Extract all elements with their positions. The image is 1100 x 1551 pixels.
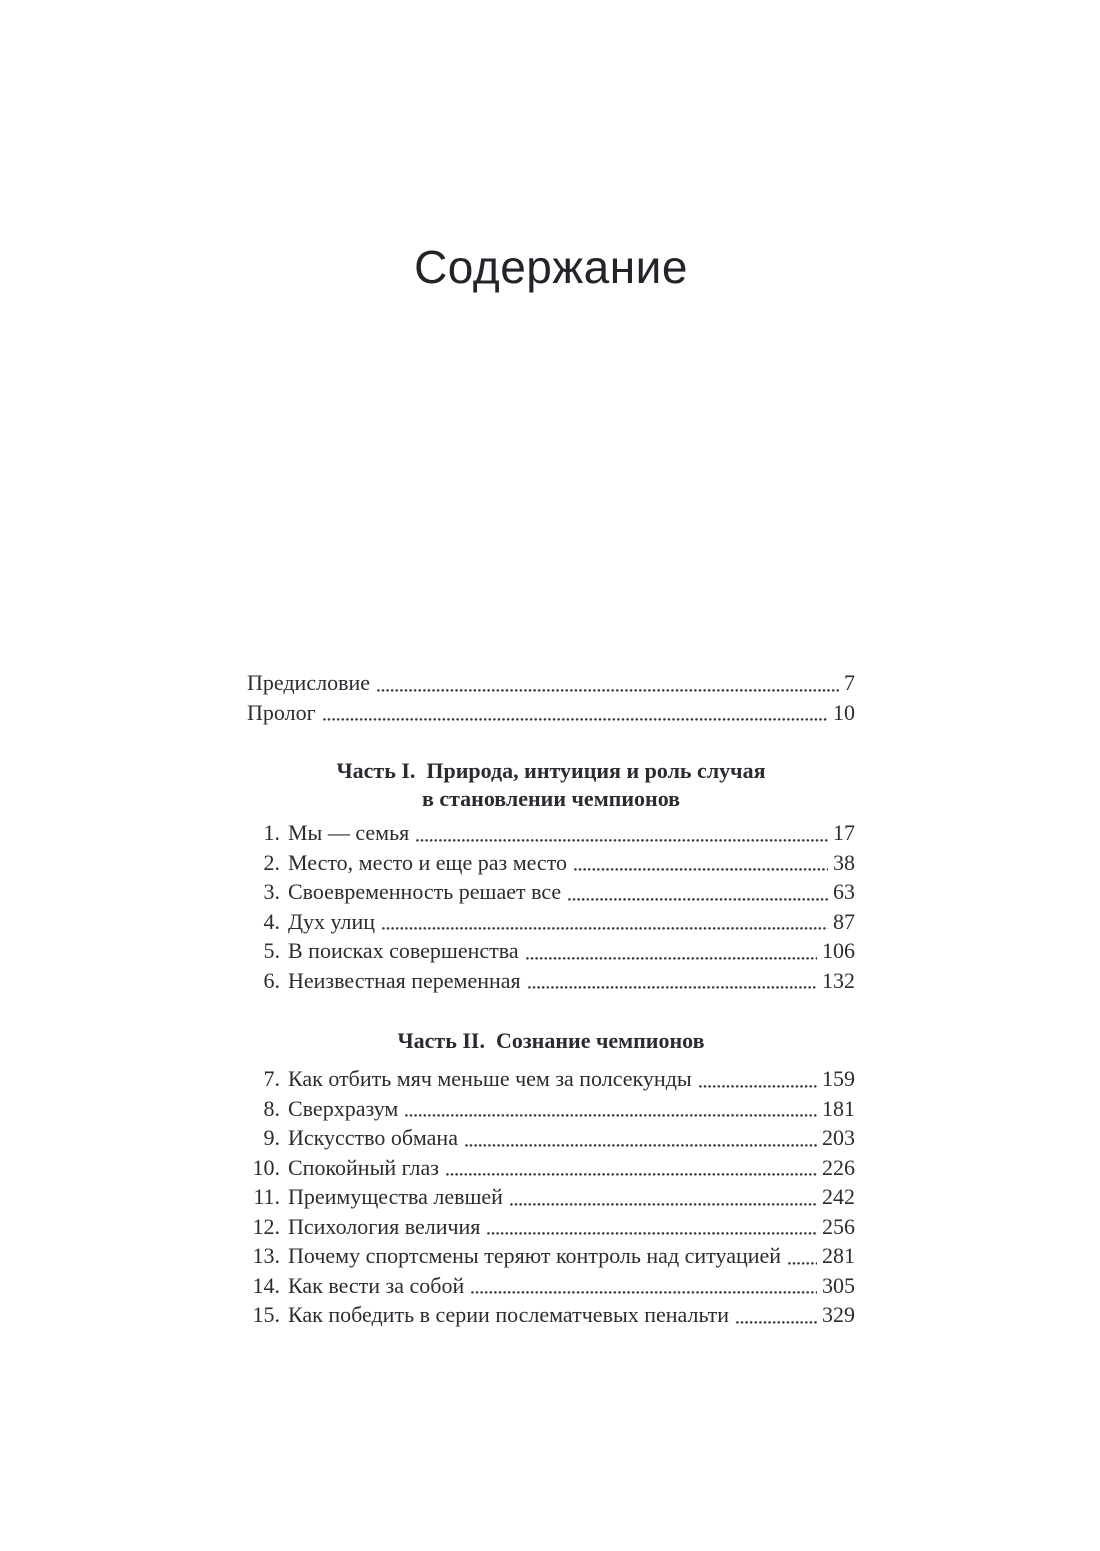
dot-leader [446, 1173, 817, 1176]
toc-entry-label: Неизвестная переменная [288, 967, 521, 993]
toc-entry-number: 1. [263, 820, 280, 845]
part-heading-line: Часть I. Природа, интуиция и роль случая [336, 758, 766, 783]
toc-entry-page: 203 [822, 1125, 855, 1150]
toc-entry-label: Сверхразум [288, 1095, 399, 1121]
toc-entry-label: Спокойный глаз [288, 1154, 439, 1180]
toc-entry-label: Как победить в серии послематчевых пенальти [288, 1302, 730, 1327]
toc-entry-number: 13. [252, 1243, 280, 1268]
part-heading [247, 757, 855, 813]
toc-entry-page: 10 [833, 699, 855, 725]
part-items [247, 1064, 855, 1330]
toc-entry [247, 1064, 855, 1094]
dot-leader [323, 718, 828, 721]
toc-entry-label: Почему спортсмены теряют контроль над ситуацией [288, 1243, 782, 1268]
page-title: Содержание [414, 241, 688, 293]
dot-leader [526, 957, 817, 960]
toc-entry [247, 907, 855, 937]
toc-entry-number: 7. [263, 1066, 280, 1091]
part-heading [247, 1027, 855, 1055]
toc-entry-page: 242 [822, 1184, 855, 1209]
dot-leader [471, 1291, 817, 1294]
toc-entry [247, 966, 855, 996]
part-items [247, 818, 855, 995]
dot-leader [510, 1203, 817, 1206]
toc-entry-number: 11. [253, 1184, 280, 1209]
toc-entry-label: Искусство обмана [288, 1125, 458, 1150]
toc-entry-number: 10. [252, 1154, 280, 1180]
dot-leader [416, 839, 828, 842]
toc-entry-label: Своевременность решает все [288, 879, 562, 904]
toc-entry-label: Как отбить мяч меньше чем за полсекунды [288, 1066, 692, 1091]
dot-leader [382, 927, 828, 930]
toc-entry [247, 1123, 855, 1153]
part-heading-line: в становлении чемпионов [421, 786, 681, 811]
toc-entry-page: 106 [822, 938, 855, 963]
dot-leader [568, 898, 828, 901]
dot-leader [465, 1144, 817, 1147]
toc-entry-label: Пролог [247, 699, 316, 725]
toc-entry [247, 1300, 855, 1330]
part-heading-line: Часть II. Сознание чемпионов [397, 1028, 705, 1053]
toc-entry [247, 1241, 855, 1271]
dot-leader [788, 1262, 817, 1265]
toc-entry [247, 1153, 855, 1183]
dot-leader [377, 689, 839, 692]
toc-entry-label: В поисках совершенства [288, 938, 519, 963]
toc-entry-page: 329 [822, 1302, 855, 1327]
dot-leader [574, 868, 828, 871]
toc-entry-label: Предисловие [247, 670, 370, 695]
dot-leader [487, 1232, 817, 1235]
toc-entry-number: 2. [263, 849, 280, 875]
toc-entry-number: 15. [252, 1302, 280, 1327]
toc-entry-page: 305 [822, 1272, 855, 1298]
toc-entry-page: 17 [833, 820, 855, 845]
toc-entry-page: 181 [822, 1095, 855, 1121]
toc-entry [247, 936, 855, 966]
toc-entry-number: 3. [263, 879, 280, 904]
toc-entry [247, 848, 855, 878]
toc-entry-page: 159 [822, 1066, 855, 1091]
toc-entry-label: Как вести за собой [288, 1272, 465, 1298]
dot-leader [528, 986, 817, 989]
toc-entry-label: Психология величия [288, 1213, 481, 1239]
toc-entry-page: 281 [822, 1243, 855, 1268]
toc-entry [247, 1182, 855, 1212]
toc-entry-page: 38 [833, 849, 855, 875]
toc-entry [247, 877, 855, 907]
table-of-contents [247, 668, 855, 1330]
toc-entry-page: 7 [844, 670, 855, 695]
toc-entry [247, 1094, 855, 1124]
toc-entry-page: 87 [833, 908, 855, 934]
toc-entry-number: 14. [252, 1272, 280, 1298]
toc-entry-number: 8. [263, 1095, 280, 1121]
toc-entry-page: 63 [833, 879, 855, 904]
toc-entry-number: 4. [263, 908, 280, 934]
toc-entry [247, 1271, 855, 1301]
toc-entry-number: 6. [263, 967, 280, 993]
toc-entry [247, 668, 855, 698]
toc-entry-page: 256 [822, 1213, 855, 1239]
toc-entry [247, 698, 855, 728]
toc-entry [247, 1212, 855, 1242]
toc-entry-label: Место, место и еще раз место [288, 849, 568, 875]
toc-entry-number: 12. [252, 1213, 280, 1239]
toc-entry [247, 818, 855, 848]
toc-entry-page: 226 [822, 1154, 855, 1180]
toc-entry-number: 5. [263, 938, 280, 963]
toc-entry-label: Преимущества левшей [288, 1184, 503, 1209]
dot-leader [699, 1085, 817, 1088]
dot-leader [405, 1114, 817, 1117]
dot-leader [736, 1321, 817, 1324]
toc-entry-number: 9. [263, 1125, 280, 1150]
toc-entry-label: Дух улиц [288, 908, 376, 934]
toc-entry-label: Мы — семья [288, 820, 410, 845]
toc-entry-page: 132 [822, 967, 855, 993]
